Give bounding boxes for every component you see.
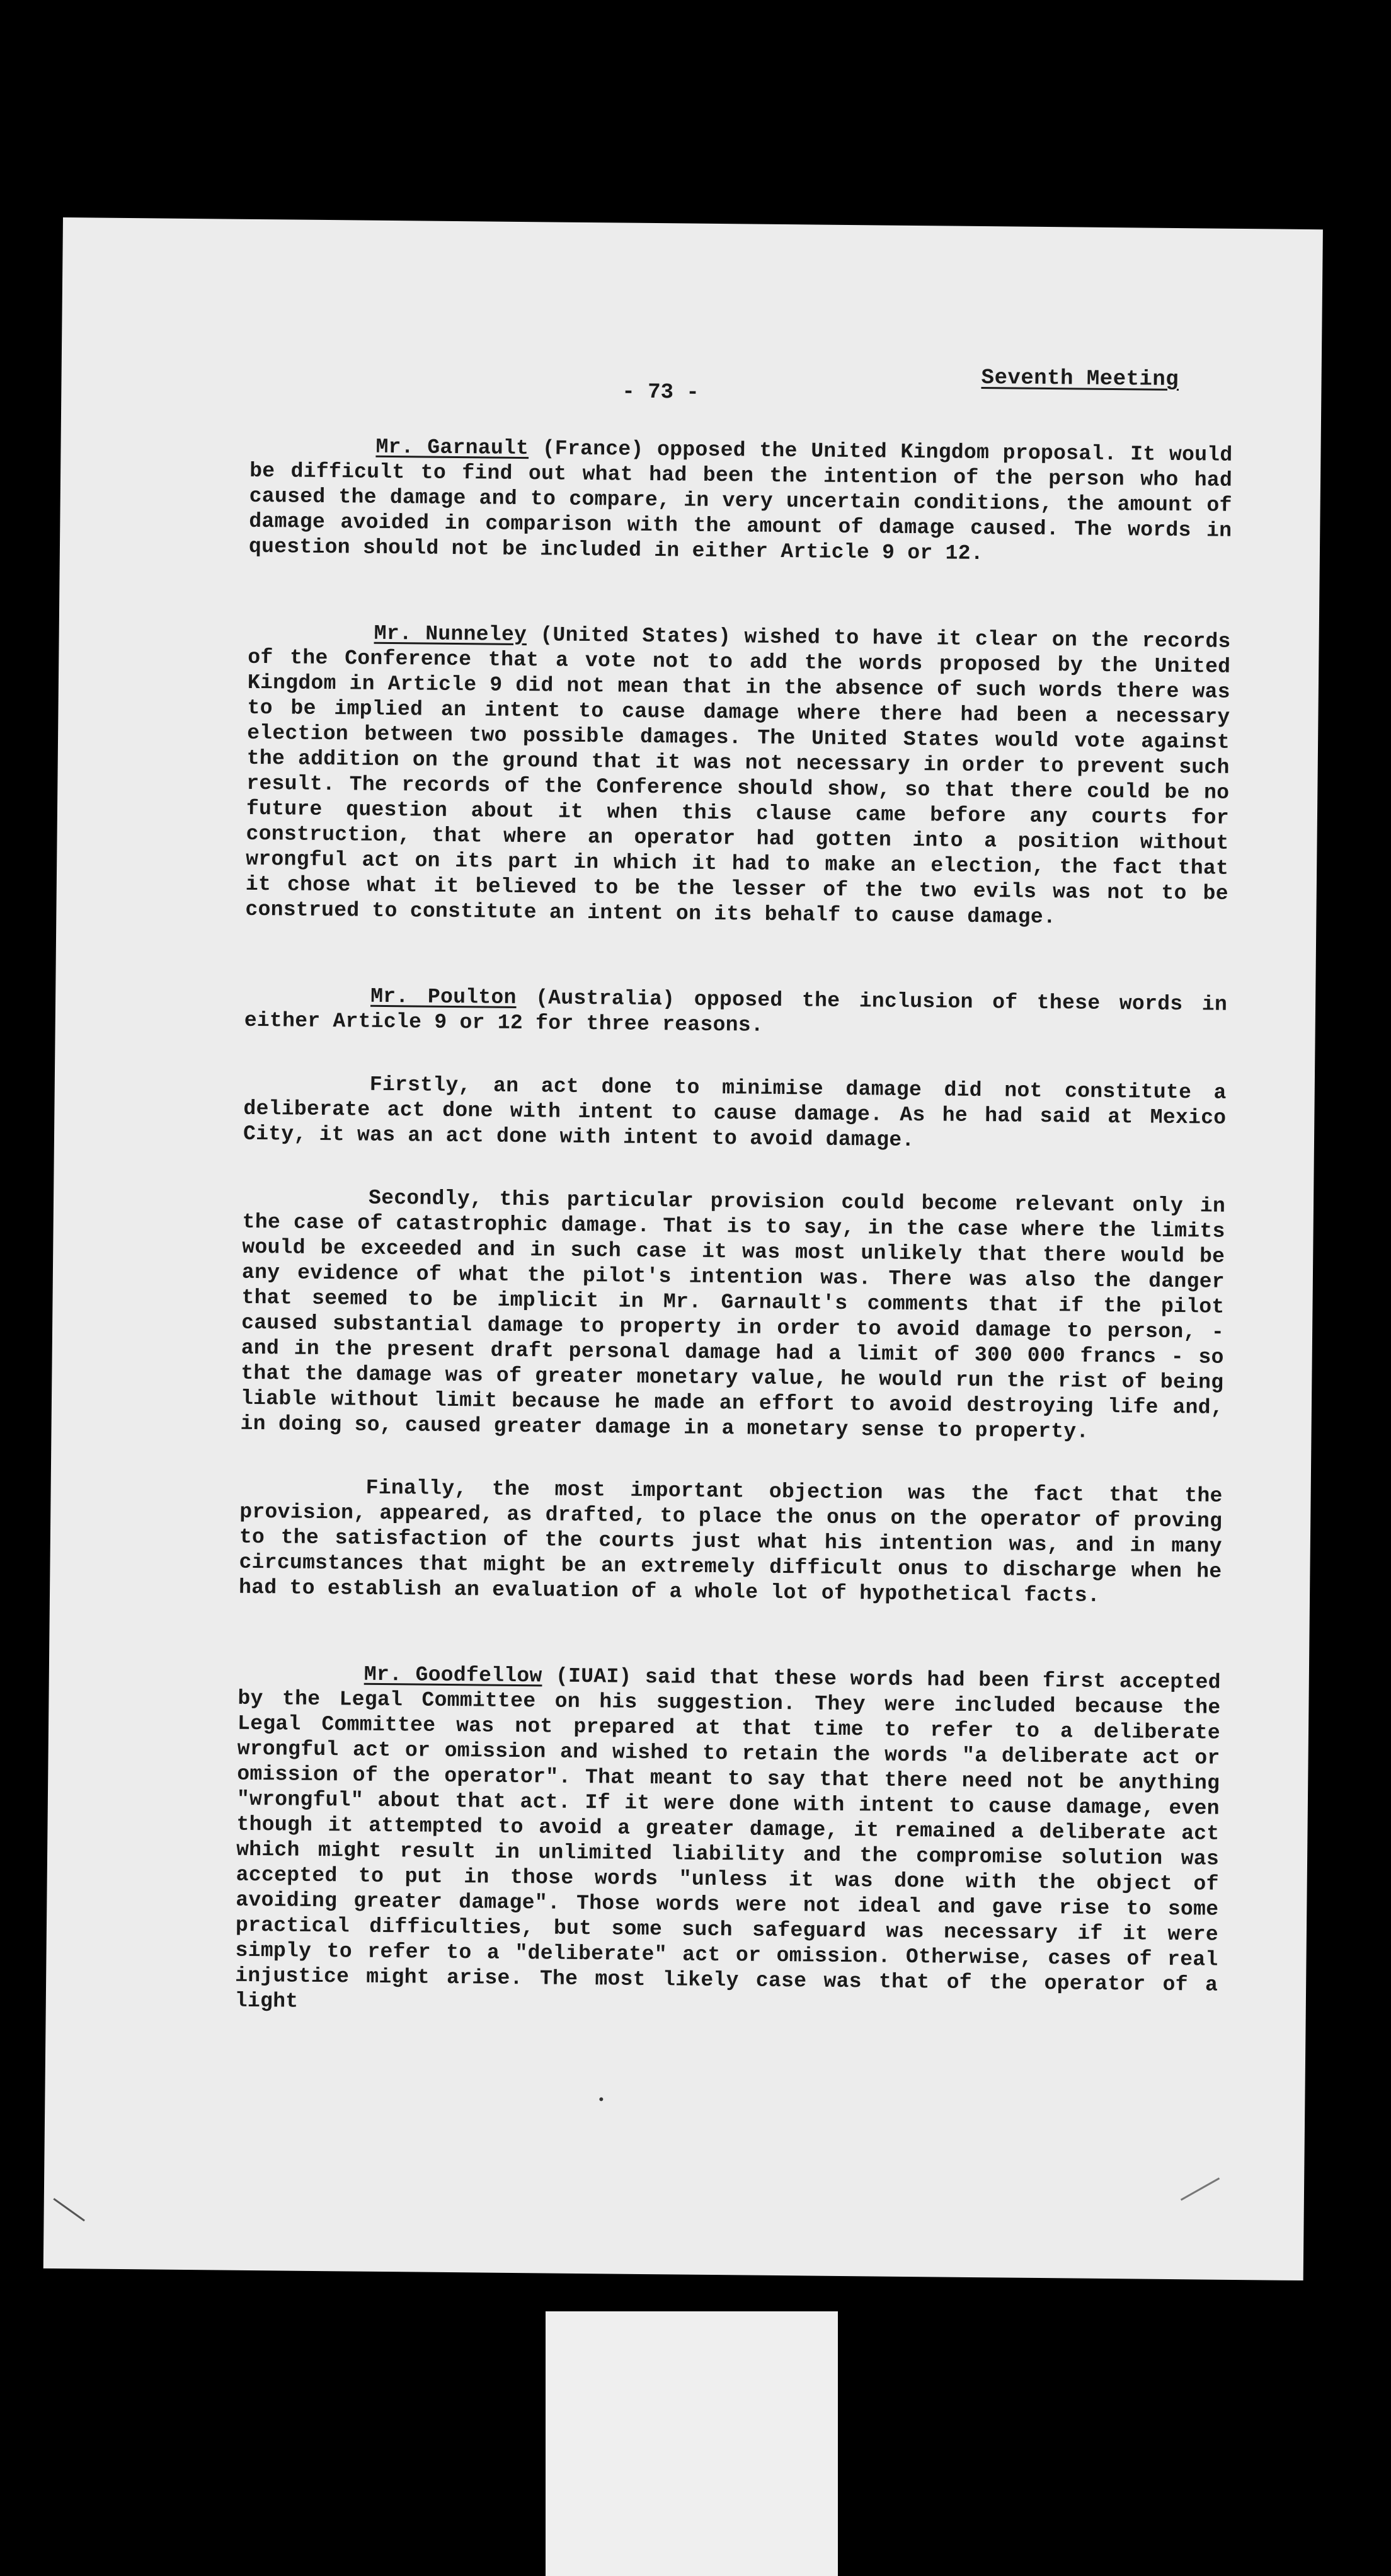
paragraph-garnault	[249, 434, 1233, 569]
paragraph-text: (United States) wished to have it clear on the records of the Conference that a vote not to add the words proposed by the United Kingdom in Article 9 did not mean that in the absence of such words there was to be implied an intent to cause damage where there had been a necessary election between two possible damages. The United States would vote against the addition on the ground that it was not necessary in order to prevent such result. The records of the Conference should show, so that there could be no future question about it when this clause came before any courts for construction, that where an operator had gotten into a position without wrongful act on its part in which it had to make an election, the fact that it chose what it believed to be the lesser of the two evils was not to be construed to constitute an intent on its behalf to cause damage.	[245, 623, 1231, 929]
paragraph-text: Firstly, an act done to minimise damage did not constitute a deliberate act done with intent to cause damage. As he had said at Mexico City, it was an act done with intent to avoid damage.	[243, 1072, 1227, 1153]
speaker-name: Mr. Poulton	[370, 984, 517, 1009]
speaker-name: Mr. Goodfellow	[363, 1662, 542, 1688]
paragraph-nunneley	[245, 620, 1231, 932]
paragraph-text: (Australia) opposed the inclusion of these words in either Article 9 or 12 for three reasons.	[244, 986, 1228, 1037]
paragraph-firstly	[243, 1071, 1227, 1156]
paragraph-poulton	[244, 983, 1228, 1043]
paragraph-text: Finally, the most important objection was the fact that the provision, appeared, as drafted, to place the onus on the operator of proving to the satisfaction of the courts just what his intention was, and in many circumstances that might be an extremely difficult onus to discharge when he had to establish an evaluation of a whole lot of hypothetical facts.	[238, 1476, 1223, 1607]
document-body	[234, 434, 1233, 2084]
fold-mark-left	[53, 2198, 85, 2221]
blank-target-card	[546, 2311, 838, 2576]
fold-mark-right	[1181, 2177, 1220, 2200]
speaker-name: Mr. Nunneley	[374, 621, 527, 647]
paragraph-text: (IUAI) said that these words had been first accepted by the Legal Committee on his suggestion. They were included because the Legal Committee was not prepared at that time to refer to a deliberate wrongful act or omission and wished to retain the words "a deliberate act or omission of the operator". That meant to say that there need not be anything "wrongful" about that act. If it were done with intent to cause damage, even though it attempted to avoid a greater damage, it remained a deliberate act which might result in unlimited liability and the compromise solution was accepted to put in those words "unless it was done with the object of avoiding greater damage". Those words were not ideal and gave rise to some practical difficulties, but some such safeguard was necessary if it were simply to refer to a "deliberate" act or omission. Otherwise, cases of real injustice might arise. The most likely case was that of the operator of a light	[234, 1664, 1221, 2013]
ink-dot	[599, 2097, 603, 2101]
meeting-header: Seventh Meeting	[981, 366, 1179, 393]
paragraph-finally	[239, 1475, 1223, 1610]
paragraph-secondly	[240, 1185, 1225, 1446]
document-page	[43, 217, 1323, 2280]
speaker-name: Mr. Garnault	[375, 435, 529, 461]
page-number: - 73 -	[622, 380, 699, 405]
paragraph-goodfellow	[235, 1661, 1221, 2023]
paragraph-text: (France) opposed the United Kingdom proposal. It would be difficult to find out what had been the intention of the person who had caused the damage and to compare, in very uncertain conditions, the amount of damage avoided in comparison with the amount of damage caused. The words in question should not be included in either Article 9 or 12.	[248, 437, 1233, 566]
paragraph-text: Secondly, this particular provision could become relevant only in the case of catastrophic damage. That is to say, in the case where the limits would be exceeded and in such case it was most unlikely that there would be any evidence of what the pilot's intention was. There was also the danger that seemed to be implicit in Mr. Garnault's comments that if the pilot caused substantial damage to property in order to avoid damage to person, - and in the present draft personal damage had a limit of 300 000 francs - so that the damage was of greater monetary value, he would run the rist of being liable without limit because he made an effort to avoid destroying life and, in doing so, caused greater damage in a monetary sense to property.	[240, 1186, 1226, 1444]
